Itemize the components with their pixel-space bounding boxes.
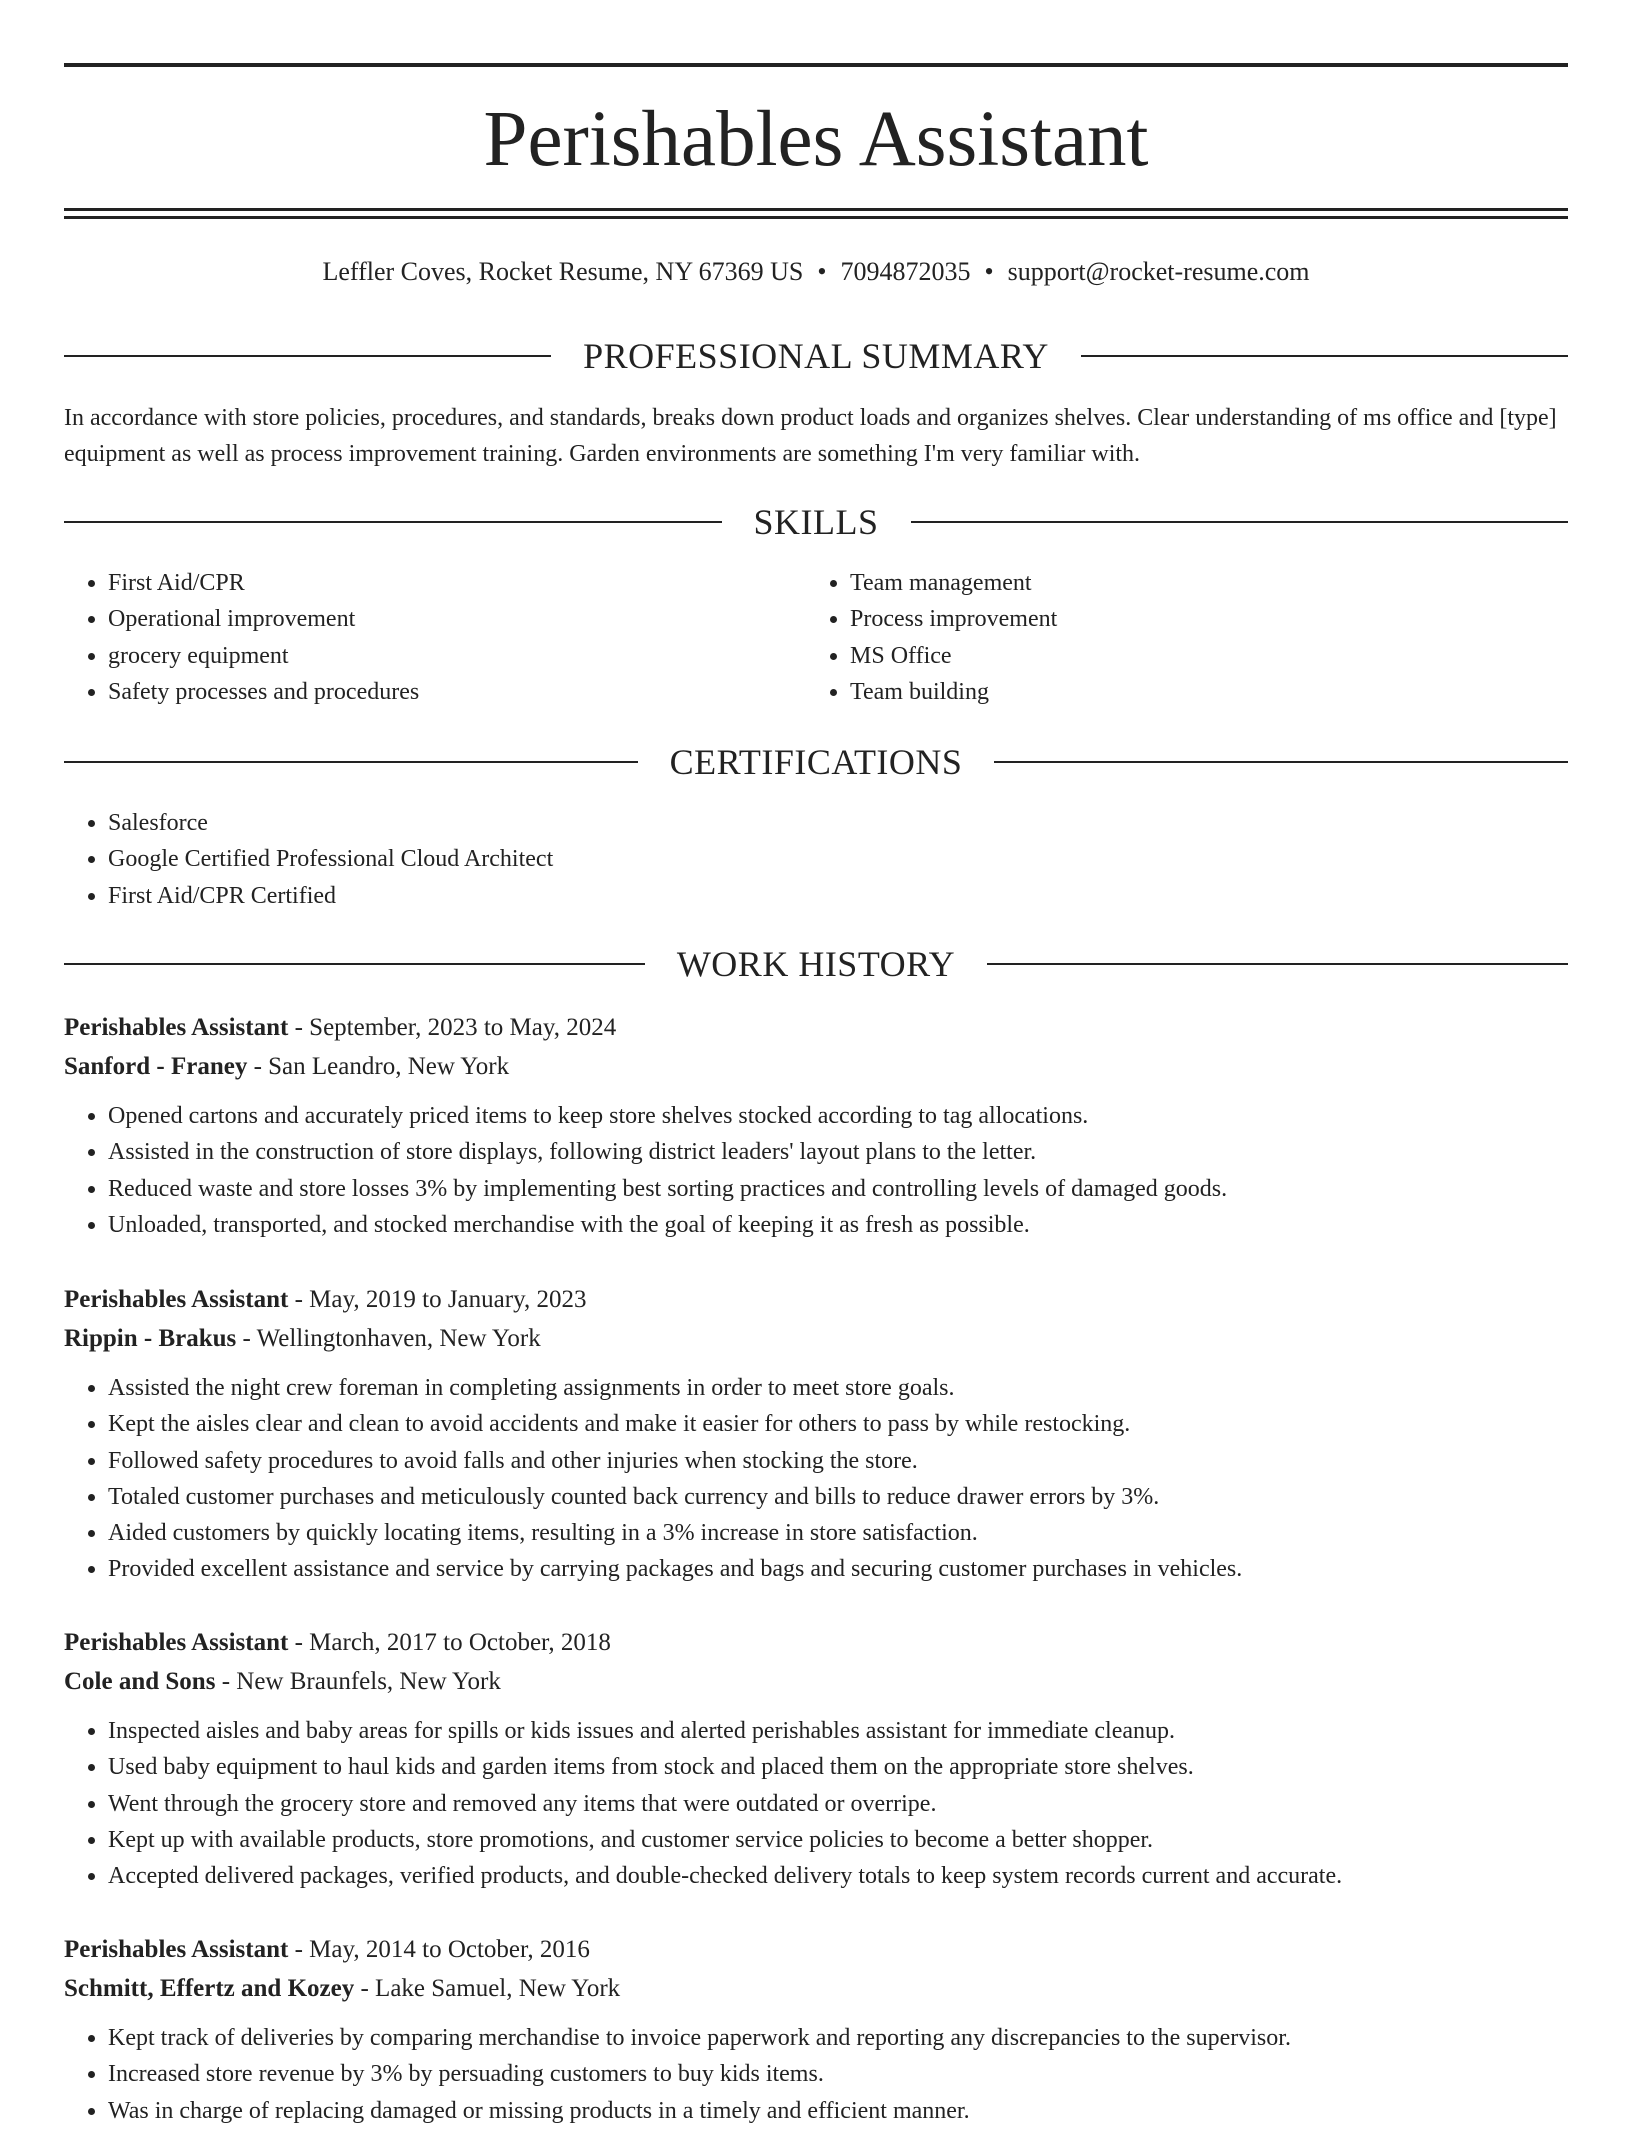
- contact-email: support@rocket-resume.com: [1007, 257, 1310, 286]
- list-item: • Went through the grocery store and removed any items that were outdated or overripe.: [108, 1786, 1568, 1822]
- job-title-line: [64, 1930, 1568, 1969]
- job-company-line: [64, 1047, 1568, 1086]
- job-title-line: [64, 1623, 1568, 1662]
- list-item: • Kept track of deliveries by comparing merchandise to invoice paperwork and reporting any discrepancies to the supervisor.: [108, 2020, 1568, 2056]
- list-item: • Operational improvement: [108, 601, 804, 637]
- section-rule: [64, 963, 645, 965]
- section-title-certifications: CERTIFICATIONS: [669, 742, 963, 782]
- job-title: Perishables Assistant: [64, 1936, 289, 1963]
- title-rule-upper: [64, 208, 1568, 211]
- job-location: - Wellingtonhaven, New York: [236, 1325, 541, 1352]
- job-company-line: [64, 1319, 1568, 1358]
- list-item: • Aided customers by quickly locating items, resulting in a 3% increase in store satisfaction.: [108, 1515, 1568, 1551]
- job-title-line: [64, 1280, 1568, 1319]
- job-dates: - September, 2023 to May, 2024: [288, 1014, 617, 1041]
- job-entry: [64, 1623, 1568, 1894]
- list-item: • Kept the aisles clear and clean to avoid accidents and make it easier for others to pass by while restocking.: [108, 1406, 1568, 1442]
- list-item: • Reduced waste and store losses 3% by implementing best sorting practices and controlling levels of damaged goods.: [108, 1171, 1568, 1207]
- contact-address: Leffler Coves, Rocket Resume, NY 67369 US: [322, 257, 804, 286]
- section-header-skills: [64, 500, 1568, 544]
- list-item: • Inspected aisles and baby areas for spills or kids issues and alerted perishables assistant for immediate cleanup.: [108, 1713, 1568, 1749]
- summary-text: In accordance with store policies, procedures, and standards, breaks down product loads and organizes shelves. Clear understanding of ms office and [type] equipment as well as process improvement training. Garden environments are something I'm very familiar with.: [64, 405, 1557, 467]
- job-company-line: [64, 1662, 1568, 1701]
- job-company: Schmitt, Effertz and Kozey: [64, 1975, 355, 2002]
- title-rule-lower: [64, 216, 1568, 219]
- list-item: • First Aid/CPR Certified: [108, 878, 1568, 914]
- job-location: - Lake Samuel, New York: [354, 1975, 621, 2002]
- section-rule: [994, 761, 1568, 763]
- job-entry: [64, 1280, 1568, 1588]
- contact-separator: •: [817, 257, 827, 286]
- list-item: • Assisted in the construction of store displays, following district leaders' layout plans to the letter.: [108, 1134, 1568, 1170]
- section-header-summary: [64, 334, 1568, 378]
- list-item: • Safety processes and procedures: [108, 674, 804, 710]
- top-rule: [64, 63, 1568, 67]
- certifications-block: [64, 805, 1568, 914]
- job-title: Perishables Assistant: [64, 1629, 289, 1656]
- list-item: • Followed safety procedures to avoid falls and other injuries when stocking the store.: [108, 1443, 1568, 1479]
- list-item: • Accepted delivered packages, verified products, and double-checked delivery totals to keep system records current and accurate.: [108, 1858, 1568, 1894]
- section-rule: [64, 761, 638, 763]
- job-bullets: [64, 1098, 1568, 1243]
- certifications-list: [64, 805, 1568, 914]
- job-company-line: [64, 1969, 1568, 2008]
- skills-list-right: [806, 565, 1546, 710]
- skills-list-left: [64, 565, 804, 710]
- list-item: • Used baby equipment to haul kids and garden items from stock and placed them on the appropriate store shelves.: [108, 1749, 1568, 1785]
- section-rule: [64, 355, 551, 357]
- job-dates: - May, 2019 to January, 2023: [288, 1286, 587, 1313]
- section-header-certifications: [64, 740, 1568, 784]
- list-item: • Salesforce: [108, 805, 1568, 841]
- resume-title: Perishables Assistant: [483, 96, 1149, 183]
- job-location: - New Braunfels, New York: [215, 1668, 501, 1695]
- section-title-work: WORK HISTORY: [676, 944, 956, 984]
- section-title-skills: SKILLS: [753, 502, 879, 542]
- section-rule: [987, 963, 1568, 965]
- section-rule: [1081, 355, 1568, 357]
- list-item: • Provided excellent assistance and service by carrying packages and bags and securing customer purchases in vehicles.: [108, 1551, 1568, 1587]
- list-item: • Google Certified Professional Cloud Architect: [108, 841, 1568, 877]
- job-company: Sanford - Franey: [64, 1053, 248, 1080]
- contact-phone: 7094872035: [840, 257, 971, 286]
- job-entry: [64, 1930, 1568, 2129]
- list-item: • Opened cartons and accurately priced items to keep store shelves stocked according to tag allocations.: [108, 1098, 1568, 1134]
- section-rule: [64, 521, 722, 523]
- section-header-work: [64, 942, 1568, 986]
- skills-column-left: [64, 565, 804, 710]
- contact-separator: •: [984, 257, 994, 286]
- job-title: Perishables Assistant: [64, 1014, 289, 1041]
- job-dates: - March, 2017 to October, 2018: [288, 1629, 611, 1656]
- job-bullets: [64, 1370, 1568, 1588]
- list-item: • MS Office: [850, 638, 1546, 674]
- job-company: Cole and Sons: [64, 1668, 216, 1695]
- list-item: • Totaled customer purchases and meticulously counted back currency and bills to reduce drawer errors by 3%.: [108, 1479, 1568, 1515]
- list-item: • Unloaded, transported, and stocked merchandise with the goal of keeping it as fresh as possible.: [108, 1207, 1568, 1243]
- list-item: • Process improvement: [850, 601, 1546, 637]
- list-item: • grocery equipment: [108, 638, 804, 674]
- skills-column-right: [806, 565, 1546, 710]
- job-dates: - May, 2014 to October, 2016: [288, 1936, 590, 1963]
- job-location: - San Leandro, New York: [247, 1053, 510, 1080]
- job-title: Perishables Assistant: [64, 1286, 289, 1313]
- list-item: • Team building: [850, 674, 1546, 710]
- job-bullets: [64, 1713, 1568, 1894]
- list-item: • Assisted the night crew foreman in completing assignments in order to meet store goals.: [108, 1370, 1568, 1406]
- list-item: • First Aid/CPR: [108, 565, 804, 601]
- list-item: • Team management: [850, 565, 1546, 601]
- section-rule: [911, 521, 1569, 523]
- section-title-summary: PROFESSIONAL SUMMARY: [583, 336, 1049, 376]
- job-title-line: [64, 1008, 1568, 1047]
- job-bullets: [64, 2020, 1568, 2129]
- list-item: • Was in charge of replacing damaged or missing products in a timely and efficient manner.: [108, 2093, 1568, 2129]
- contact-line: [64, 254, 1568, 290]
- list-item: • Kept up with available products, store promotions, and customer service policies to become a better shopper.: [108, 1822, 1568, 1858]
- job-company: Rippin - Brakus: [64, 1325, 237, 1352]
- list-item: • Increased store revenue by 3% by persuading customers to buy kids items.: [108, 2056, 1568, 2092]
- job-entry: [64, 1008, 1568, 1243]
